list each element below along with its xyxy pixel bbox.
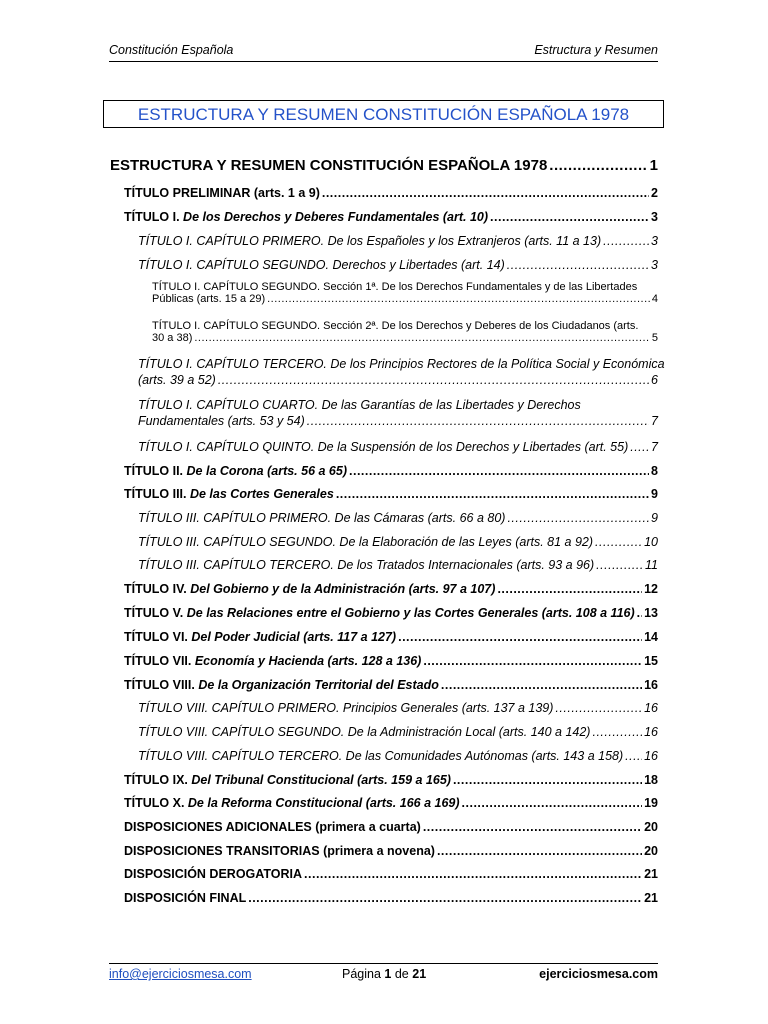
toc-leader: [507, 258, 649, 272]
toc-entry-text: TÍTULO I. CAPÍTULO QUINTO. De la Suspensión de los Derechos y Libertades (art. 55): [138, 440, 629, 454]
toc-leader: [549, 157, 647, 174]
toc-entry-titulo-preliminar[interactable]: [124, 186, 658, 200]
toc-page: 20: [644, 844, 658, 858]
toc-entry-titulo-viii[interactable]: [124, 678, 658, 692]
toc-page: 3: [651, 210, 658, 224]
toc-page: 6: [651, 373, 658, 387]
toc-entry-text: TÍTULO I. CAPÍTULO SEGUNDO. Sección 2ª. De los Derechos y Deberes de los Ciudadanos (arts.: [152, 320, 639, 332]
toc-entry-disposiciones-transitorias[interactable]: [124, 844, 658, 858]
toc-leader: [596, 558, 643, 572]
toc-page: 4: [651, 293, 658, 305]
toc-entry-titulo-viii-cap-2[interactable]: [138, 725, 658, 739]
toc-entry-titulo-v[interactable]: [124, 606, 658, 620]
toc-leader: [490, 210, 649, 224]
toc-entry-titulo-viii-cap-1[interactable]: [138, 701, 658, 715]
page-footer: [109, 963, 658, 984]
toc-entry-titulo-iv[interactable]: [124, 582, 658, 596]
toc-entry-text: TÍTULO III. CAPÍTULO TERCERO. De los Tratados Internacionales (arts. 93 a 96): [138, 558, 595, 572]
toc-leader: [507, 511, 649, 525]
toc-page: 11: [645, 558, 658, 572]
toc-page: 21: [644, 891, 658, 905]
toc-page: 1: [649, 157, 658, 174]
toc-page: 21: [644, 867, 658, 881]
toc-entry-titulo-i-cap-4[interactable]: [138, 398, 658, 428]
toc-page: 15: [644, 654, 658, 668]
toc-entry-text: TÍTULO I. CAPÍTULO PRIMERO. De los Españoles y los Extranjeros (arts. 11 a 13): [138, 234, 602, 248]
toc-entry-text: TÍTULO VIII. CAPÍTULO PRIMERO. Principios Generales (arts. 137 a 139): [138, 701, 554, 715]
toc-leader: [592, 725, 642, 739]
toc-leader: [398, 630, 642, 644]
toc-entry-text: TÍTULO PRELIMINAR (arts. 1 a 9): [124, 186, 320, 200]
toc-entry-text: TÍTULO I. De los Derechos y Deberes Fundamentales (art. 10): [124, 210, 489, 224]
toc-leader: [267, 293, 650, 305]
toc-entry-text-cont: (arts. 39 a 52): [138, 373, 216, 387]
toc-page: 10: [644, 535, 658, 549]
toc-entry-titulo-x[interactable]: [124, 796, 658, 810]
toc-leader: [304, 867, 642, 881]
page-header: [109, 43, 658, 62]
toc-page: 9: [651, 511, 658, 525]
toc-entry-text: TÍTULO VIII. CAPÍTULO SEGUNDO. De la Administración Local (arts. 140 a 142): [138, 725, 591, 739]
toc-leader: [637, 606, 642, 620]
toc-entry-text: TÍTULO VI. Del Poder Judicial (arts. 117 a 127): [124, 630, 397, 644]
toc-entry-text: TÍTULO VIII. CAPÍTULO TERCERO. De las Comunidades Autónomas (arts. 143 a 158): [138, 749, 624, 763]
toc-entry-disposicion-final[interactable]: [124, 891, 658, 905]
toc-entry-text: DISPOSICIÓN FINAL: [124, 891, 247, 905]
toc-leader: [322, 186, 649, 200]
toc-entry-text: TÍTULO IX. Del Tribunal Constitucional (arts. 159 a 165): [124, 773, 451, 787]
toc-leader: [462, 796, 643, 810]
toc-entry-text: TÍTULO I. CAPÍTULO CUARTO. De las Garantías de las Libertades y Derechos: [138, 398, 581, 412]
toc-entry-text: TÍTULO IV. Del Gobierno y de la Administración (arts. 97 a 107): [124, 582, 496, 596]
toc-entry-text: TÍTULO I. CAPÍTULO SEGUNDO. Sección 1ª. De los Derechos Fundamentales y de las Libertades: [152, 281, 638, 293]
toc-leader: [603, 234, 649, 248]
toc-leader: [453, 773, 642, 787]
header-left: Constitución Española: [109, 43, 234, 57]
toc-leader: [497, 582, 642, 596]
toc-entry-text: TÍTULO III. CAPÍTULO PRIMERO. De las Cámaras (arts. 66 a 80): [138, 511, 506, 525]
toc-leader: [336, 487, 649, 501]
toc-page: 2: [651, 186, 658, 200]
toc-leader: [555, 701, 642, 715]
document-title: ESTRUCTURA Y RESUMEN CONSTITUCIÓN ESPAÑOLA 1978: [137, 105, 630, 124]
toc-entry-titulo-i-cap-2-sec-2[interactable]: [152, 320, 658, 344]
toc-entry-disposicion-derogatoria[interactable]: [124, 867, 658, 881]
toc-entry-titulo-vii[interactable]: [124, 654, 658, 668]
toc-page: 12: [644, 582, 658, 596]
toc-page: 16: [644, 749, 658, 763]
toc-entry-text: TÍTULO X. De la Reforma Constitucional (arts. 166 a 169): [124, 796, 460, 810]
toc-entry-text: DISPOSICIONES ADICIONALES (primera a cuarta): [124, 820, 421, 834]
footer-email-link[interactable]: info@ejerciciosmesa.com: [109, 967, 252, 981]
toc-entry-text-cont: Públicas (arts. 15 a 29): [152, 293, 266, 305]
toc-entry-titulo-i-cap-2[interactable]: [138, 258, 658, 272]
toc-page: 16: [644, 678, 658, 692]
toc-entry-text: TÍTULO III. De las Cortes Generales: [124, 487, 334, 501]
toc-page: 9: [651, 487, 658, 501]
toc-page: 8: [651, 464, 658, 478]
toc-leader: [349, 464, 649, 478]
toc-leader: [307, 414, 649, 428]
header-right: Estructura y Resumen: [534, 43, 658, 57]
toc-entry-titulo-ii[interactable]: [124, 464, 658, 478]
toc-page: 16: [644, 701, 658, 715]
toc-page: 18: [644, 773, 658, 787]
toc-entry-text: TÍTULO V. De las Relaciones entre el Gobierno y las Cortes Generales (arts. 108 a 116): [124, 606, 635, 620]
toc-page: 5: [651, 332, 658, 344]
toc-leader: [625, 749, 642, 763]
toc-entry-text: DISPOSICIONES TRANSITORIAS (primera a novena): [124, 844, 435, 858]
toc-entry-text: TÍTULO I. CAPÍTULO TERCERO. De los Principios Rectores de la Política Social y Económica: [138, 357, 665, 371]
footer-page-number: Página 1 de 21: [342, 967, 427, 981]
toc-entry-titulo-iii-cap-1[interactable]: [138, 511, 658, 525]
toc-entry-titulo-iii-cap-2[interactable]: [138, 535, 658, 549]
toc-page: 3: [651, 234, 658, 248]
toc-page: 20: [644, 820, 658, 834]
toc-entry-disposiciones-adicionales[interactable]: [124, 820, 658, 834]
toc-page: 19: [644, 796, 658, 810]
footer-site: ejerciciosmesa.com: [539, 967, 658, 981]
toc-entry-titulo-iii[interactable]: [124, 487, 658, 501]
toc-entry-main[interactable]: [110, 157, 658, 174]
toc-entry-text: TÍTULO III. CAPÍTULO SEGUNDO. De la Elaboración de las Leyes (arts. 81 a 92): [138, 535, 594, 549]
toc-entry-titulo-i-cap-2-sec-1[interactable]: [152, 281, 658, 305]
toc-page: 13: [644, 606, 658, 620]
toc-entry-text: DISPOSICIÓN DEROGATORIA: [124, 867, 303, 881]
toc-entry-text-cont: 30 a 38): [152, 332, 193, 344]
toc-entry-text: TÍTULO II. De la Corona (arts. 56 a 65): [124, 464, 347, 478]
toc-page: 7: [651, 414, 658, 428]
toc-entry-titulo-iii-cap-3[interactable]: [138, 558, 658, 572]
toc-leader: [423, 820, 642, 834]
toc-page: 16: [644, 725, 658, 739]
toc-leader: [194, 332, 650, 344]
toc-leader: [218, 373, 649, 387]
toc-page: 14: [644, 630, 658, 644]
toc-page: 7: [651, 440, 658, 454]
toc-entry-titulo-i-cap-3[interactable]: [138, 357, 665, 387]
toc-entry-text: ESTRUCTURA Y RESUMEN CONSTITUCIÓN ESPAÑOLA 1978: [110, 157, 548, 174]
toc-entry-titulo-i-cap-1[interactable]: [138, 234, 658, 248]
toc-entry-text: TÍTULO I. CAPÍTULO SEGUNDO. Derechos y Libertades (art. 14): [138, 258, 505, 272]
toc-entry-titulo-ix[interactable]: [124, 773, 658, 787]
toc-entry-titulo-viii-cap-3[interactable]: [138, 749, 658, 763]
toc-leader: [423, 654, 642, 668]
toc-leader: [437, 844, 642, 858]
toc-entry-titulo-vi[interactable]: [124, 630, 658, 644]
toc-entry-titulo-i-cap-5[interactable]: [138, 440, 658, 454]
toc-leader: [630, 440, 649, 454]
toc-leader: [441, 678, 642, 692]
toc-leader: [595, 535, 642, 549]
toc-entry-titulo-i[interactable]: [124, 210, 658, 224]
toc-entry-text: TÍTULO VII. Economía y Hacienda (arts. 128 a 136): [124, 654, 422, 668]
toc-page: 3: [651, 258, 658, 272]
toc-entry-text: TÍTULO VIII. De la Organización Territorial del Estado: [124, 678, 439, 692]
document-title-box: [103, 100, 664, 128]
toc-leader: [248, 891, 642, 905]
toc-entry-text-cont: Fundamentales (arts. 53 y 54): [138, 414, 305, 428]
